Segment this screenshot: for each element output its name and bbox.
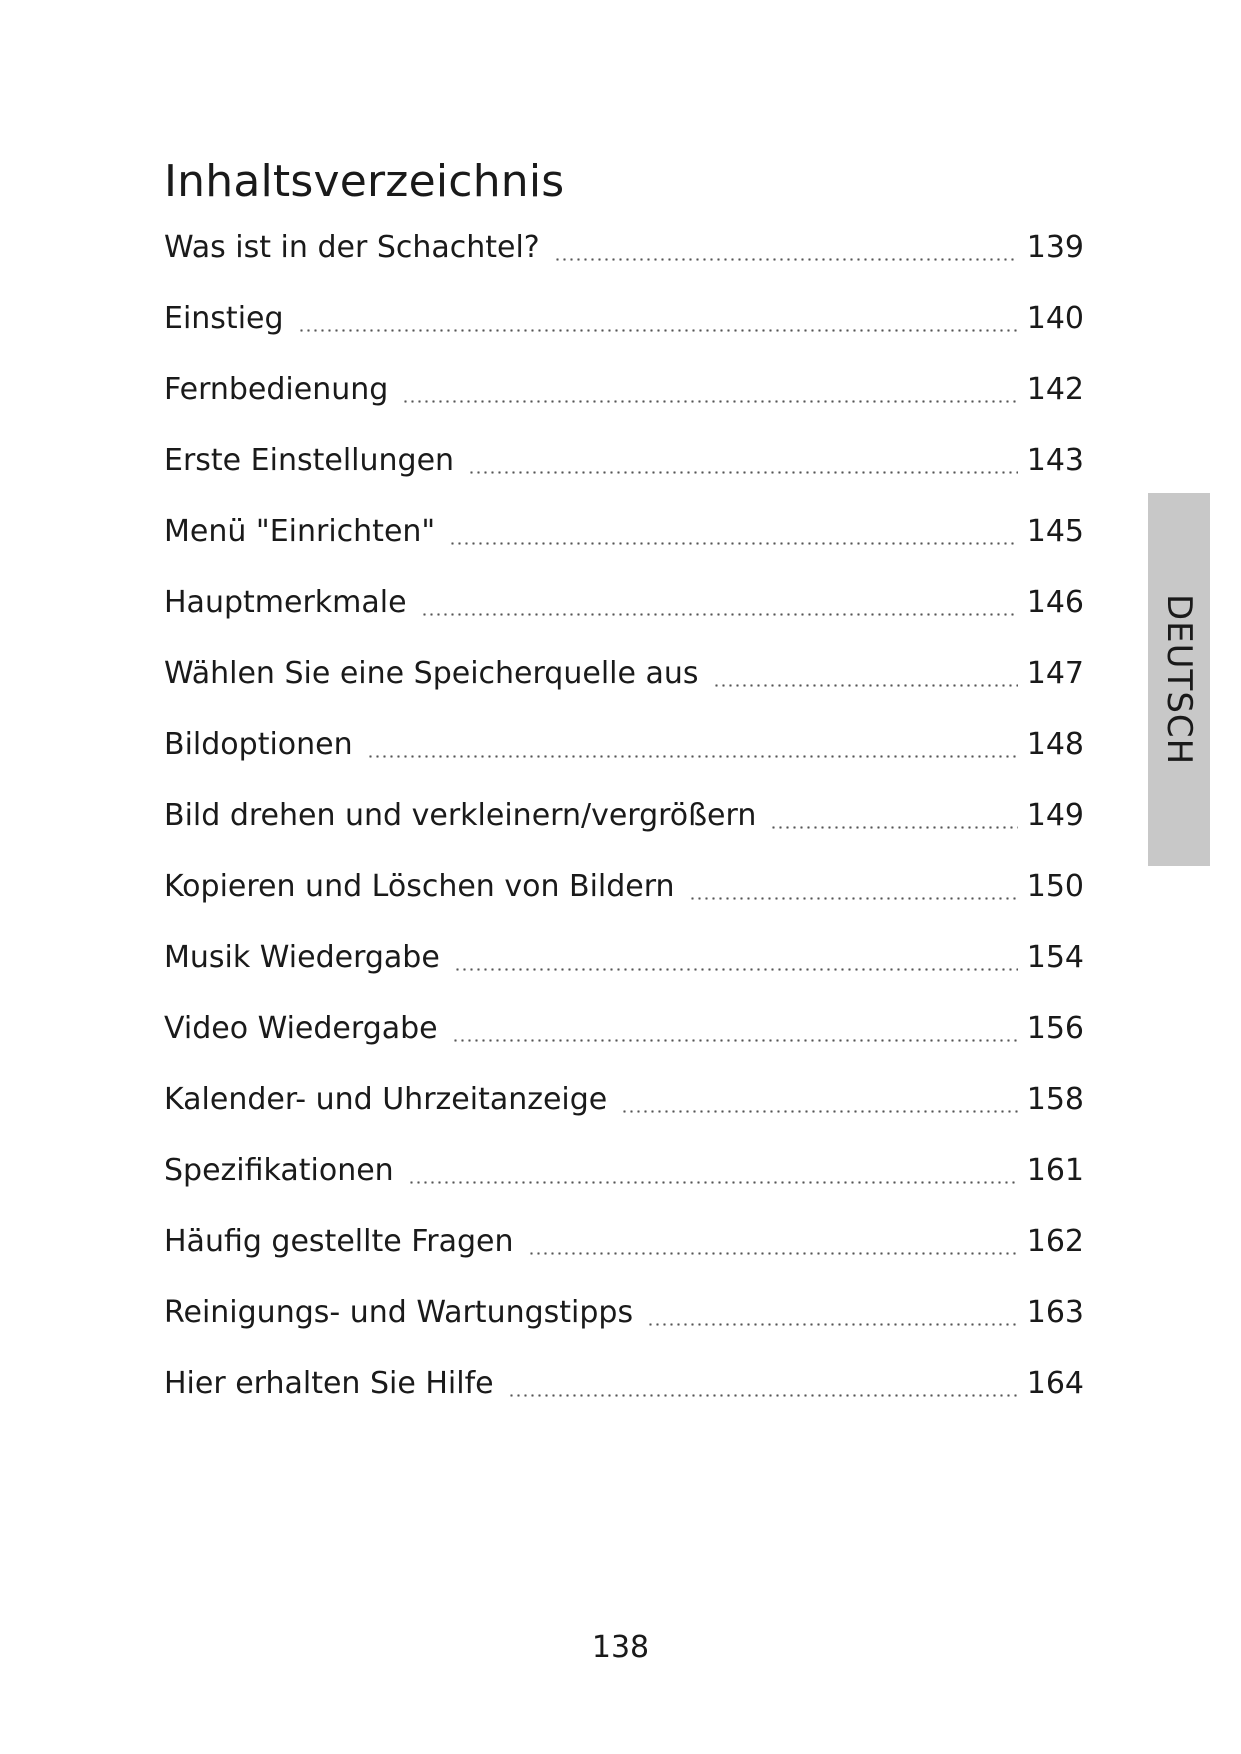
toc-entry[interactable] [164, 1222, 1084, 1293]
toc-entry-page: 145 [1026, 514, 1084, 549]
toc-entry-title: Video Wiedergabe [164, 1011, 438, 1046]
toc-entry-page: 164 [1026, 1366, 1084, 1401]
toc-entry[interactable] [164, 228, 1084, 299]
toc-entry-page: 156 [1026, 1011, 1084, 1046]
toc-entry[interactable] [164, 1151, 1084, 1222]
toc-entry[interactable] [164, 370, 1084, 441]
dot-leader [408, 1181, 1018, 1184]
dot-leader [508, 1394, 1018, 1397]
dot-leader [402, 400, 1018, 403]
toc-entry[interactable] [164, 299, 1084, 370]
toc-entry-title: Einstieg [164, 301, 284, 336]
toc-entry-page: 143 [1026, 443, 1084, 478]
dot-leader [449, 542, 1018, 545]
page-title: Inhaltsverzeichnis [164, 156, 565, 207]
toc-entry-page: 161 [1026, 1153, 1084, 1188]
toc-entry-title: Fernbedienung [164, 372, 389, 407]
dot-leader [298, 329, 1018, 332]
toc-entry-title: Bild drehen und verkleinern/vergrößern [164, 798, 757, 833]
toc-entry-title: Hauptmerkmale [164, 585, 407, 620]
toc-entry-page: 162 [1026, 1224, 1084, 1259]
toc-entry[interactable] [164, 1080, 1084, 1151]
toc-entry[interactable] [164, 1009, 1084, 1080]
dot-leader [452, 1039, 1018, 1042]
toc-entry-page: 148 [1026, 727, 1084, 762]
toc-entry-title: Hier erhalten Sie Hilfe [164, 1366, 494, 1401]
toc-entry-title: Musik Wiedergabe [164, 940, 440, 975]
toc-entry-page: 146 [1026, 585, 1084, 620]
dot-leader [621, 1110, 1018, 1113]
toc-entry[interactable] [164, 938, 1084, 1009]
table-of-contents [164, 228, 1084, 1435]
toc-entry-page: 154 [1026, 940, 1084, 975]
toc-entry-page: 147 [1026, 656, 1084, 691]
toc-entry[interactable] [164, 796, 1084, 867]
toc-entry-title: Kopieren und Löschen von Bildern [164, 869, 675, 904]
dot-leader [528, 1252, 1018, 1255]
dot-leader [770, 826, 1018, 829]
toc-entry-title: Bildoptionen [164, 727, 353, 762]
language-tab [1148, 493, 1210, 866]
toc-entry-title: Reinigungs- und Wartungstipps [164, 1295, 634, 1330]
toc-entry-page: 158 [1026, 1082, 1084, 1117]
toc-entry-title: Menü "Einrichten" [164, 514, 436, 549]
dot-leader [689, 897, 1018, 900]
dot-leader [367, 755, 1018, 758]
toc-entry-title: Erste Einstellungen [164, 443, 455, 478]
toc-entry-page: 142 [1026, 372, 1084, 407]
toc-entry-page: 150 [1026, 869, 1084, 904]
page-number: 138 [591, 1630, 650, 1665]
toc-entry-page: 140 [1026, 301, 1084, 336]
toc-entry-title: Spezifikationen [164, 1153, 394, 1188]
toc-entry[interactable] [164, 1293, 1084, 1364]
toc-entry-title: Häufig gestellte Fragen [164, 1224, 514, 1259]
dot-leader [468, 471, 1018, 474]
dot-leader [454, 968, 1018, 971]
toc-entry[interactable] [164, 583, 1084, 654]
toc-entry[interactable] [164, 512, 1084, 583]
toc-entry[interactable] [164, 725, 1084, 796]
toc-entry-page: 149 [1026, 798, 1084, 833]
toc-entry-title: Wählen Sie eine Speicherquelle aus [164, 656, 699, 691]
language-tab-label: DEUTSCH [1159, 593, 1199, 766]
dot-leader [421, 613, 1018, 616]
toc-entry-title: Kalender- und Uhrzeitanzeige [164, 1082, 608, 1117]
toc-entry[interactable] [164, 441, 1084, 512]
dot-leader [647, 1323, 1018, 1326]
toc-entry-title: Was ist in der Schachtel? [164, 230, 540, 265]
toc-entry-page: 139 [1026, 230, 1084, 265]
dot-leader [554, 258, 1018, 261]
toc-entry[interactable] [164, 867, 1084, 938]
toc-entry[interactable] [164, 1364, 1084, 1435]
toc-entry[interactable] [164, 654, 1084, 725]
dot-leader [713, 684, 1018, 687]
toc-entry-page: 163 [1026, 1295, 1084, 1330]
